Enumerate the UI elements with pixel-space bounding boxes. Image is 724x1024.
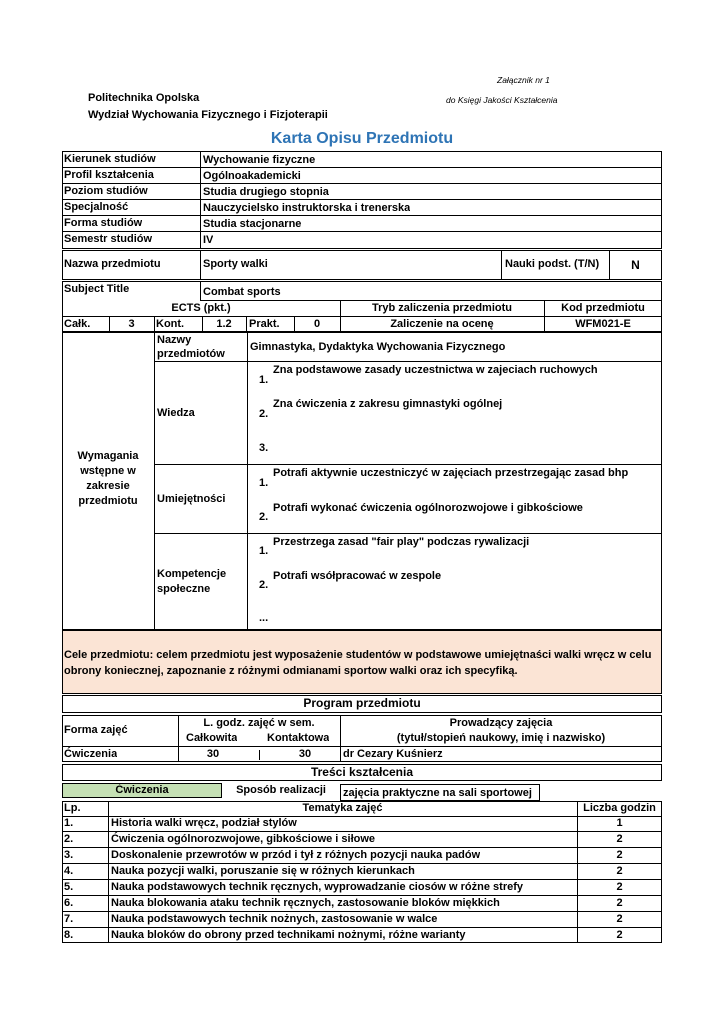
social-num-1: 1.	[259, 545, 269, 557]
skills-num-2: 2.	[259, 511, 269, 523]
skills-text-2: Potrafi wykonać ćwiczenia ogólnorozwojowe i gibkościowe	[273, 502, 583, 514]
topic-row-3-lp: 3.	[64, 849, 74, 861]
skills-label: Umiejętności	[157, 493, 226, 505]
program-title: Program przedmiotu	[303, 696, 421, 710]
ects-total-label: Całk.	[64, 318, 91, 330]
skills-num-1: 1.	[259, 477, 269, 489]
hours-contact-header: Kontaktowa	[267, 732, 330, 744]
topic-row-8-hours: 2	[616, 929, 623, 941]
ects-contact-value: 1.2	[216, 318, 232, 330]
knowledge-label: Wiedza	[157, 407, 195, 419]
lecturer-header: Prowadzący zajęcia	[449, 717, 553, 729]
social-text-2: Potrafi wsółpracować w zespole	[273, 570, 442, 582]
topic-row-6-hours: 2	[616, 897, 623, 909]
program-row-contact: 30	[298, 748, 312, 760]
topic-row-8-topic: Nauka bloków do obrony przed technikami nożnymi, różne warianty	[111, 929, 466, 941]
program-row-form: Ćwiczenia	[64, 748, 118, 760]
topic-row-4-topic: Nauka pozycji walki, poruszanie się w różnych kierunkach	[111, 865, 415, 877]
info-label-form: Forma studiów	[64, 217, 143, 229]
topic-row-2-lp: 2.	[64, 833, 74, 845]
info-value-field: Wychowanie fizyczne	[203, 154, 316, 166]
program-row-total: 30	[206, 748, 220, 760]
realization-method-label: Sposób realizacji	[236, 784, 326, 796]
hours-total-header: Całkowita	[186, 732, 238, 744]
info-label-specialty: Specjalność	[64, 201, 129, 213]
social-text-1: Przestrzega zasad "fair play" podczas rywalizacji	[273, 536, 530, 548]
ects-practical-value: 0	[313, 318, 321, 330]
course-code-value: WFM021-E	[575, 318, 631, 330]
topic-row-5-topic: Nauka podstawowych technik ręcznych, wyprowadzanie ciosów w różne strefy	[111, 881, 524, 893]
info-value-level: Studia drugiego stopnia	[203, 186, 329, 198]
knowledge-text-2: Zna ćwiczenia z zakresu gimnastyki ogólnej	[273, 398, 503, 410]
topic-row-1-topic: Historia walki wręcz, podział stylów	[111, 817, 297, 829]
topic-row-7-lp: 7.	[64, 913, 74, 925]
topics-col-topic: Tematyka zajęć	[302, 802, 383, 814]
lecturer-subheader: (tytuł/stopień naukowy, imię i nazwisko)	[396, 732, 606, 744]
knowledge-num-3: 3.	[259, 442, 269, 454]
hours-header: L. godz. zajęć w sem.	[203, 717, 315, 729]
topic-row-5-hours: 2	[616, 881, 623, 893]
info-label-semester: Semestr studiów	[64, 233, 153, 245]
topic-row-1-hours: 1	[616, 817, 623, 829]
social-competence-label: Kompetencje społeczne	[157, 568, 227, 595]
info-label-profile: Profil kształcenia	[64, 169, 154, 181]
topic-row-3-topic: Doskonalenie przewrotów w przód i tył z różnych pozycji nauka padów	[111, 849, 481, 861]
ects-total-value: 3	[128, 318, 135, 330]
social-num-3: ...	[259, 612, 269, 624]
topic-row-1-lp: 1.	[64, 817, 74, 829]
topic-row-5-lp: 5.	[64, 881, 74, 893]
topic-row-8-lp: 8.	[64, 929, 74, 941]
info-value-specialty: Nauczycielsko instruktorska i trenerska	[203, 202, 411, 214]
subject-title-label: Subject Title	[64, 283, 130, 295]
topic-row-6-lp: 6.	[64, 897, 74, 909]
topic-row-4-hours: 2	[616, 865, 623, 877]
assessment-mode-header: Tryb zaliczenia przedmiotu	[372, 302, 512, 314]
topic-row-2-hours: 2	[616, 833, 623, 845]
program-row-lecturer: dr Cezary Kuśnierz	[343, 748, 443, 760]
faculty-name: Wydział Wychowania Fizycznego i Fizjoterapii	[88, 109, 328, 121]
skills-text-1: Potrafi aktywnie uczestniczyć w zajęciach przestrzegając zasad bhp	[273, 467, 629, 479]
info-label-level: Poziom studiów	[64, 185, 148, 197]
knowledge-num-2: 2.	[259, 408, 269, 420]
info-value-form: Studia stacjonarne	[203, 218, 302, 230]
topics-col-hours: Liczba godzin	[583, 802, 656, 814]
course-goals-text: Cele przedmiotu: celem przedmiotu jest wyposażenie studentów w podstawowe umiejętnaści walki wręcz w celu obrony koniecznej, zapoznanie z różnymi odmianami sportow walki oraz ich specyfiką.	[64, 649, 652, 677]
basic-science-value: N	[631, 258, 640, 272]
prerequisites-label: Wymagania wstępne w zakresie przedmiotu	[77, 450, 139, 507]
topic-row-2-topic: Ćwiczenia ogólnorozwojowe, gibkościowe i siłowe	[111, 833, 376, 845]
topic-row-3-hours: 2	[616, 849, 623, 861]
topic-row-7-hours: 2	[616, 913, 623, 925]
book-reference: do Księgi Jakości Kształcenia	[446, 95, 558, 105]
social-num-2: 2.	[259, 579, 269, 591]
ects-contact-label: Kont.	[156, 318, 185, 330]
university-name: Politechnika Opolska	[88, 92, 200, 104]
info-label-field: Kierunek studiów	[64, 153, 156, 165]
info-value-semester: IV	[203, 234, 214, 246]
course-code-header: Kod przedmiotu	[561, 302, 645, 314]
content-form-label: Ćwiczenia	[115, 784, 169, 796]
content-title: Treści kształcenia	[310, 765, 414, 779]
annex-label: Załącznik nr 1	[497, 75, 550, 85]
subject-name-value: Sporty walki	[203, 258, 268, 270]
prereq-subjects-label: Nazwy przedmiotów	[157, 334, 225, 360]
prereq-subjects-value: Gimnastyka, Dydaktyka Wychowania Fizycznego	[250, 341, 506, 353]
subject-title-value: Combat sports	[203, 286, 281, 298]
ects-header: ECTS (pkt.)	[171, 302, 231, 314]
basic-science-label: Nauki podst. (T/N)	[505, 258, 600, 270]
subject-name-label: Nazwa przedmiotu	[64, 258, 161, 270]
topic-row-4-lp: 4.	[64, 865, 74, 877]
ects-practical-label: Prakt.	[249, 318, 280, 330]
assessment-mode-value: Zaliczenie na ocenę	[390, 318, 494, 330]
knowledge-text-1: Zna podstawowe zasady uczestnictwa w zajeciach ruchowych	[273, 364, 598, 376]
topics-col-lp: Lp.	[64, 802, 81, 814]
topic-row-7-topic: Nauka podstawowych technik nożnych, zastosowanie w walce	[111, 913, 438, 925]
knowledge-num-1: 1.	[259, 374, 269, 386]
topic-row-6-topic: Nauka blokowania ataku technik ręcznych, zastosowanie bloków miękkich	[111, 897, 500, 909]
page-title: Karta Opisu Przedmiotu	[270, 130, 454, 147]
program-form-label: Forma zajęć	[64, 724, 128, 736]
info-value-profile: Ogólnoakademicki	[203, 170, 301, 182]
realization-method-value: zajęcia praktyczne na sali sportowej	[343, 787, 532, 799]
